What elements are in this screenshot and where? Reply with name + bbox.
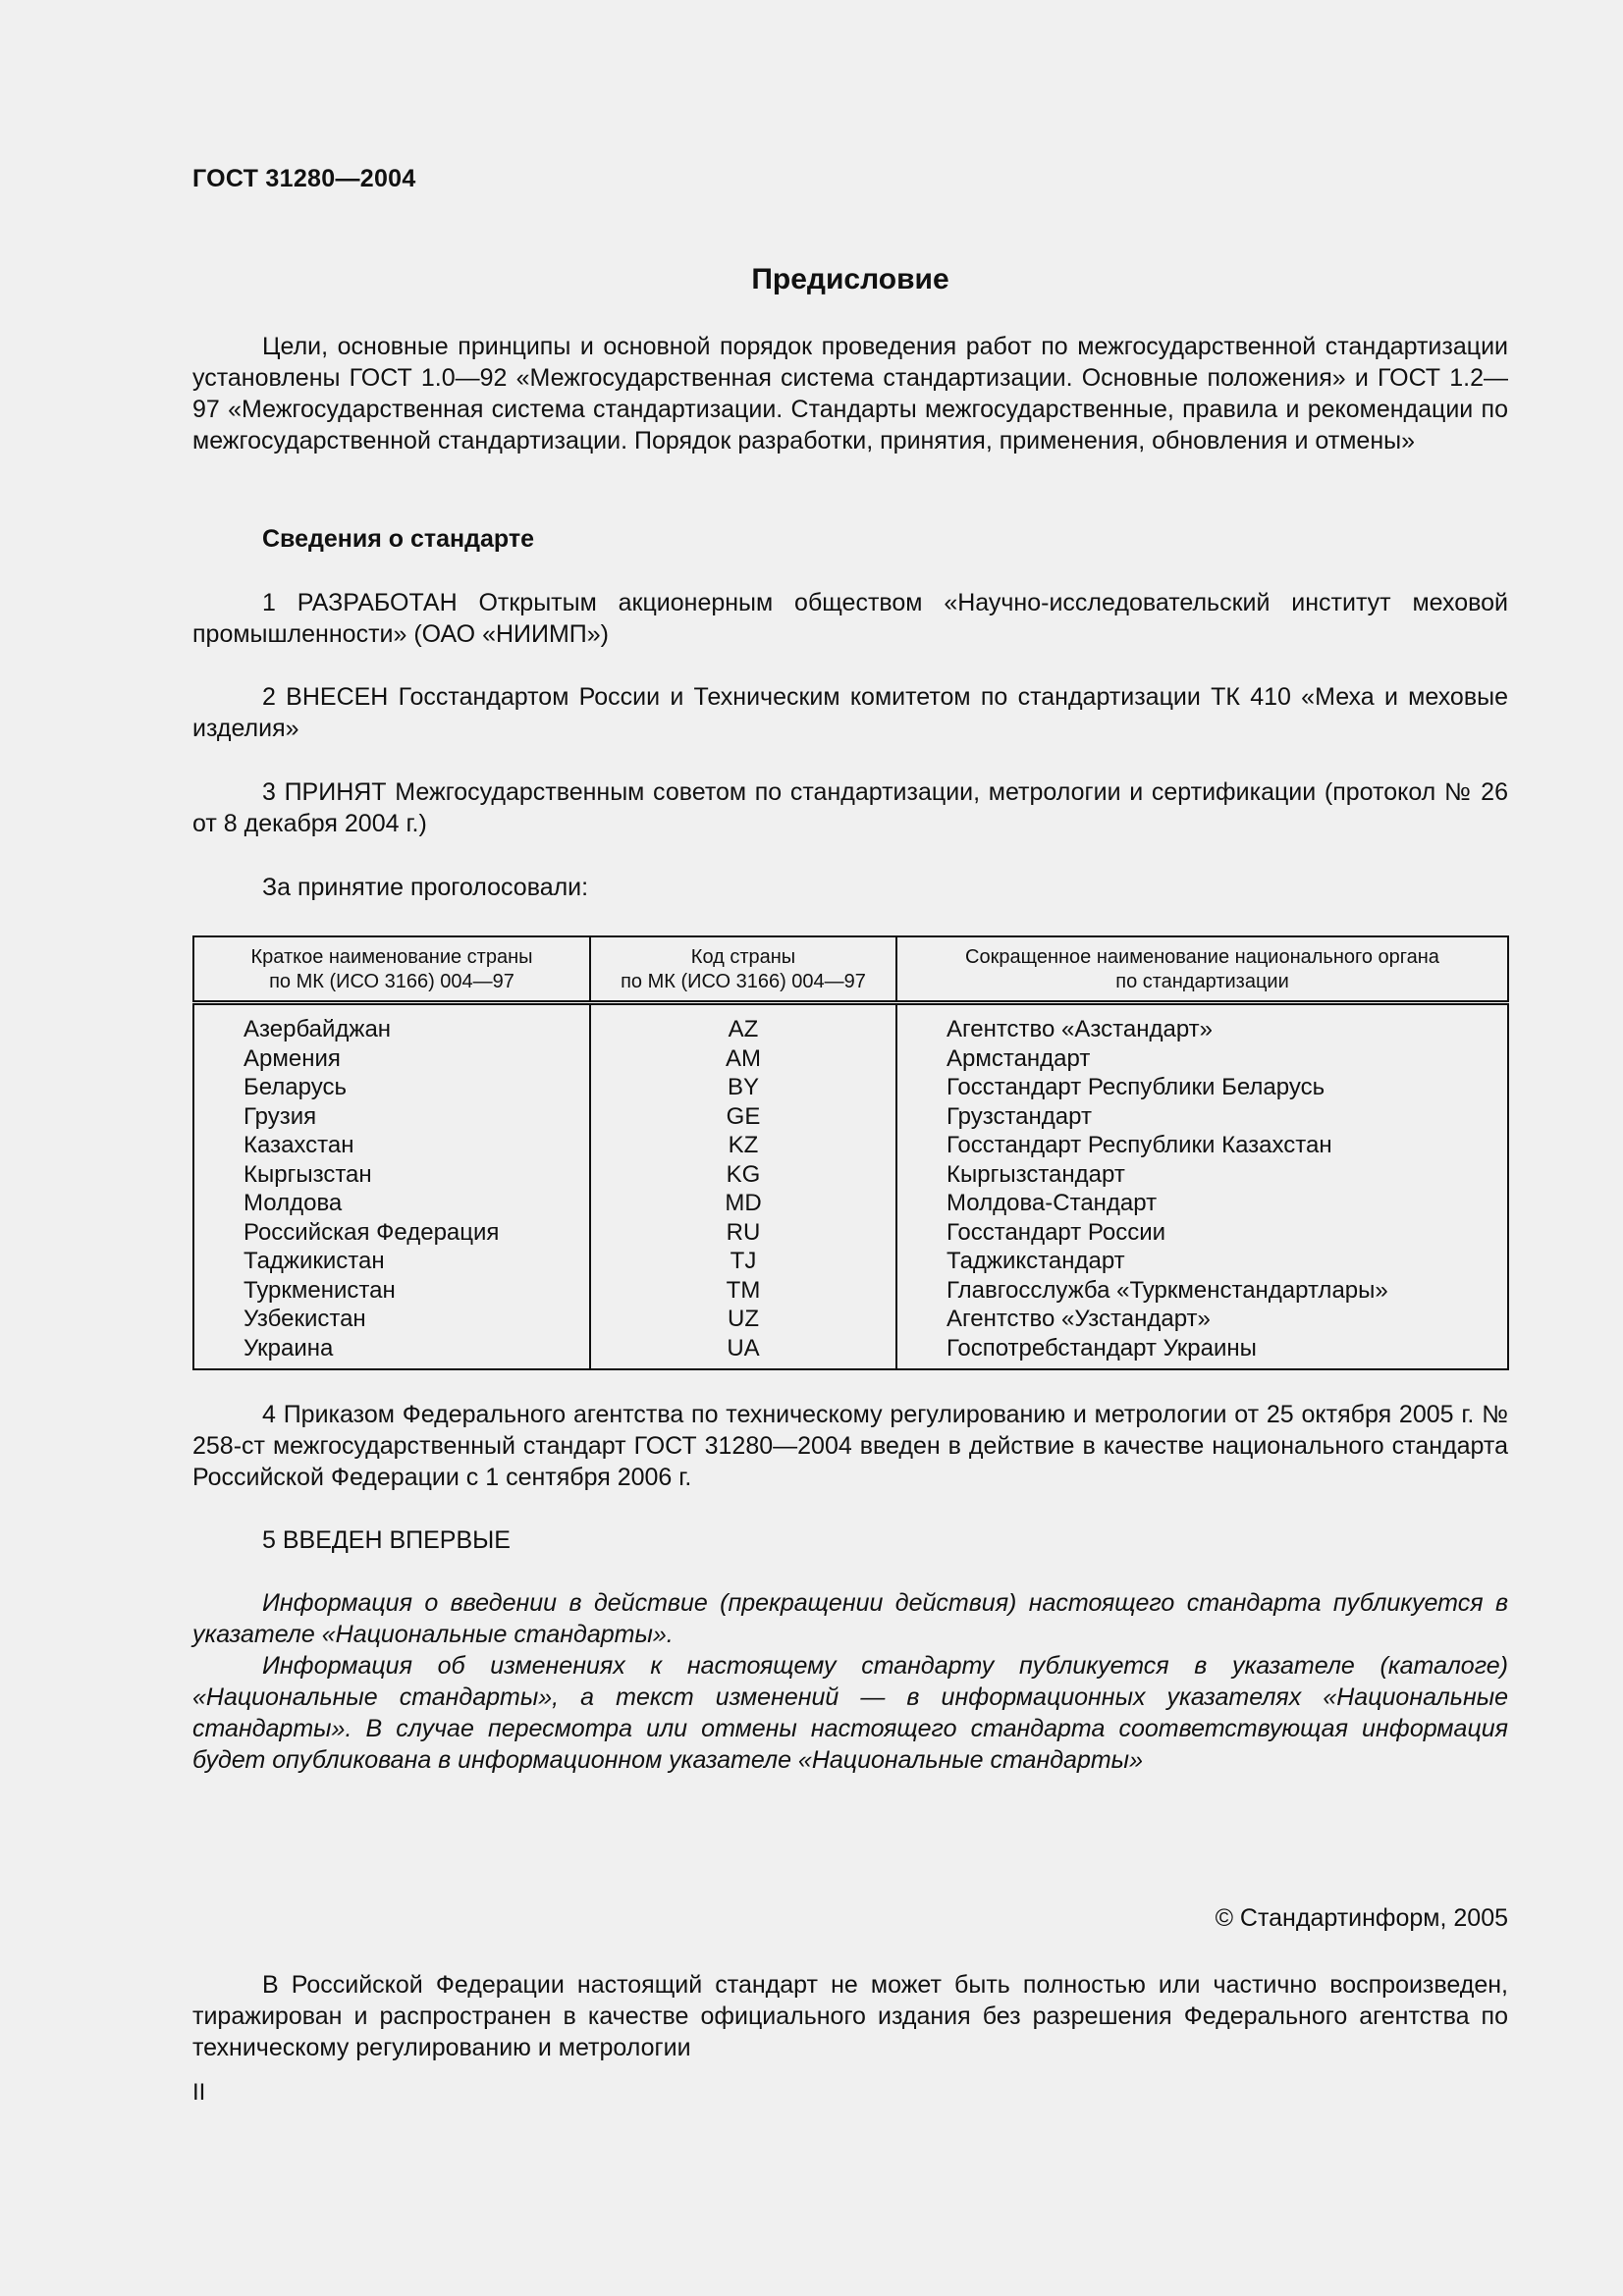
cell-country: Беларусь	[193, 1073, 590, 1102]
cell-code: TJ	[590, 1247, 896, 1276]
cell-code: UZ	[590, 1305, 896, 1334]
intro-paragraph-block	[192, 331, 1508, 456]
cell-body: Госстандарт Республики Беларусь	[947, 1074, 1325, 1100]
cell-code: KZ	[590, 1131, 896, 1160]
header-code	[590, 936, 896, 1003]
item-introduced: 2 ВНЕСЕН Госстандартом России и Техническим комитетом по стандартизации ТК 410 «Меха и меховые изделия»	[192, 683, 1508, 742]
cell-country: Молдова	[193, 1189, 590, 1218]
header-country	[193, 936, 590, 1003]
cell-body: Агентство «Узстандарт»	[947, 1306, 1211, 1332]
info-heading-block	[192, 523, 1508, 555]
table-row	[193, 1003, 1508, 1044]
cell-country: Узбекистан	[193, 1305, 590, 1334]
note-info-publication: Информация о введении в действие (прекращении действия) настоящего стандарта публикуется в указателе «Национальные стандарты».	[192, 1589, 1508, 1648]
cell-country: Российская Федерация	[193, 1218, 590, 1248]
table-row	[193, 1334, 1508, 1370]
cell-country: Туркменистан	[193, 1276, 590, 1306]
note-info-changes: Информация об изменениях к настоящему стандарту публикуется в указателе (каталоге) «Национальные стандарты», а текст изменений — в информационных указателях «Национальные стандарты». В случае пересмотра или отмены настоящего стандарта соответствующая информация будет опубликована в информационном указателе «Национальные стандарты»	[192, 1652, 1508, 1774]
cell-body: Госстандарт Республики Казахстан	[947, 1132, 1332, 1158]
table-row	[193, 1189, 1508, 1218]
cell-code: AM	[590, 1044, 896, 1074]
header-body-line2: по стандартизации	[1115, 971, 1289, 992]
table-row	[193, 1247, 1508, 1276]
header-body	[896, 936, 1508, 1003]
cell-code: BY	[590, 1073, 896, 1102]
cell-country: Азербайджан	[193, 1003, 590, 1044]
header-code-line2: по МК (ИСО 3166) 004—97	[621, 971, 866, 992]
item-first-introduced: 5 ВВЕДЕН ВПЕРВЫЕ	[262, 1526, 511, 1554]
cell-code: TM	[590, 1276, 896, 1306]
voted-label: За принятие проголосовали:	[262, 874, 589, 901]
table-header-row	[193, 936, 1508, 1003]
table-row	[193, 1276, 1508, 1306]
cell-body: Кыргызстандарт	[947, 1160, 1125, 1188]
item-2-block	[192, 681, 1508, 744]
cell-country: Украина	[193, 1334, 590, 1370]
cell-country: Грузия	[193, 1102, 590, 1132]
cell-body: Грузстандарт	[947, 1102, 1092, 1130]
cell-code: RU	[590, 1218, 896, 1248]
item-developed: 1 РАЗРАБОТАН Открытым акционерным обществом «Научно-исследовательский институт меховой промышленности» (ОАО «НИИМП»)	[192, 589, 1508, 648]
header-code-line1: Код страны	[690, 946, 796, 968]
cell-body: Госпотребстандарт Украины	[947, 1334, 1257, 1362]
reproduction-notice: В Российской Федерации настоящий стандарт не может быть полностью или частично воспроизведен, тиражирован и распространен в качестве официального издания без разрешения Федерального агентства по техническому регулированию и метрологии	[192, 1971, 1508, 2061]
cell-country: Таджикистан	[193, 1247, 590, 1276]
cell-code: GE	[590, 1102, 896, 1132]
table-row	[193, 1044, 1508, 1074]
item-3-block	[192, 776, 1508, 839]
cell-country: Казахстан	[193, 1131, 590, 1160]
cell-body: Армстандарт	[947, 1044, 1091, 1072]
item-4-block	[192, 1399, 1508, 1493]
cell-body: Агентство «Азстандарт»	[947, 1016, 1213, 1042]
header-country-line2: по МК (ИСО 3166) 004—97	[269, 971, 514, 992]
item-adopted: 3 ПРИНЯТ Межгосударственным советом по стандартизации, метрологии и сертификации (протокол № 26 от 8 декабря 2004 г.)	[192, 778, 1508, 837]
cell-body: Молдова-Стандарт	[947, 1190, 1158, 1216]
cell-code: AZ	[590, 1003, 896, 1044]
header-country-line1: Краткое наименование страны	[250, 946, 533, 968]
item-1-block	[192, 587, 1508, 650]
cell-code: UA	[590, 1334, 896, 1370]
page-title: Предисловие	[751, 263, 949, 295]
cell-body: Госстандарт России	[947, 1218, 1166, 1246]
voted-block	[192, 872, 1508, 903]
member-countries-table	[192, 935, 1509, 1370]
table-row	[193, 1218, 1508, 1248]
reproduction-block	[192, 1969, 1508, 2063]
cell-country: Армения	[193, 1044, 590, 1074]
cell-code: MD	[590, 1189, 896, 1218]
item-5-block	[192, 1524, 1508, 1556]
cell-body: Таджикстандарт	[947, 1248, 1125, 1274]
cell-country: Кыргызстан	[193, 1160, 590, 1190]
copyright-line: © Стандартинформ, 2005	[1215, 1904, 1508, 1932]
cell-code: KG	[590, 1160, 896, 1190]
page-number: II	[192, 2079, 206, 2106]
info-heading: Сведения о стандарте	[262, 525, 535, 553]
notes-block	[192, 1587, 1508, 1776]
cell-body: Главгосслужба «Туркменстандартлары»	[947, 1276, 1388, 1304]
table-row	[193, 1073, 1508, 1102]
doc-code-header: ГОСТ 31280—2004	[192, 165, 416, 192]
table-row	[193, 1160, 1508, 1190]
intro-paragraph: Цели, основные принципы и основной порядок проведения работ по межгосударственной стандартизации установлены ГОСТ 1.0—92 «Межгосударственная система стандартизации. Основные положения» и ГОСТ 1.2—97 «Межгосударственная система стандартизации. Стандарты межгосударственные, правила и рекомендации по межгосударственной стандартизации. Порядок разработки, принятия, применения, обновления и отмены»	[192, 333, 1508, 454]
table-row	[193, 1102, 1508, 1132]
header-body-line1: Сокращенное наименование национального органа	[965, 946, 1439, 968]
item-order: 4 Приказом Федерального агентства по техническому регулированию и метрологии от 25 октября 2005 г. № 258-ст межгосударственный стандарт ГОСТ 31280—2004 введен в действие в качестве национального стандарта Российской Федерации с 1 сентября 2006 г.	[192, 1401, 1508, 1491]
table-row	[193, 1305, 1508, 1334]
table-row	[193, 1131, 1508, 1160]
